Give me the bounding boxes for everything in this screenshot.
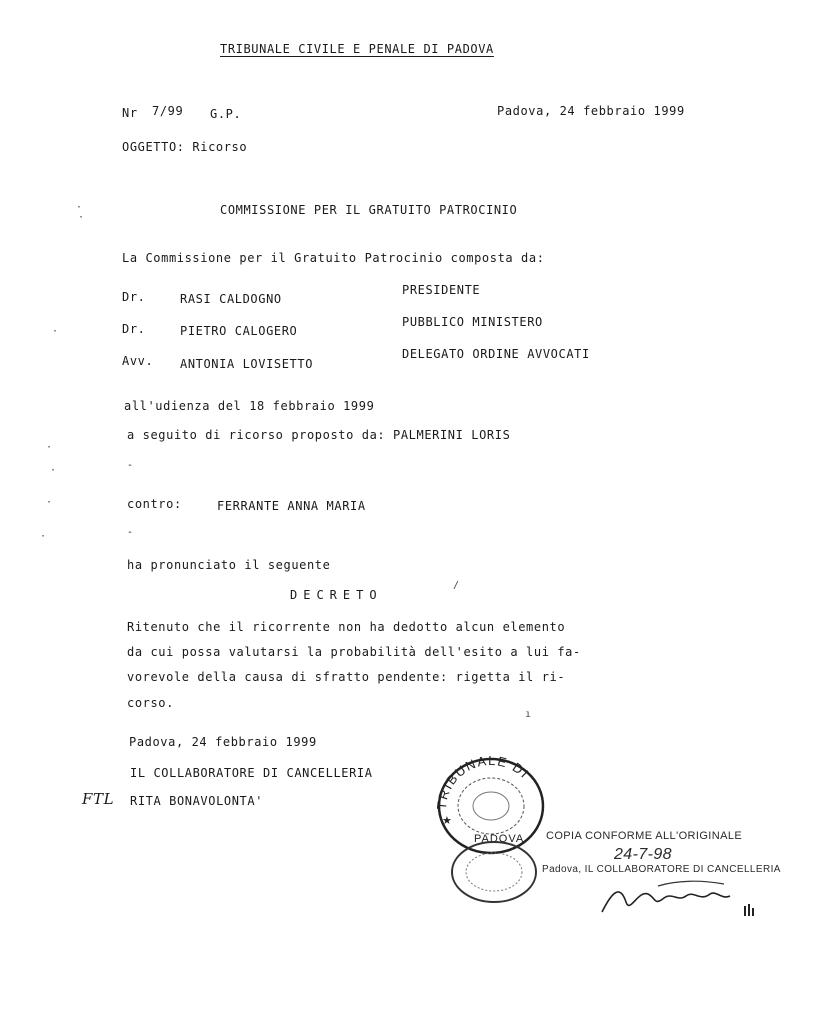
margin-mark: · (40, 531, 47, 542)
decree-line: vorevole della causa di sfratto pendente: rigetta il ri- (127, 670, 566, 684)
certified-date: 24-7-98 (614, 846, 672, 863)
pronounced-line: ha pronunciato il seguente (127, 558, 331, 572)
member-role: PRESIDENTE (402, 283, 481, 297)
margin-mark: · (76, 202, 83, 213)
margin-mark: · (50, 465, 57, 476)
margin-mark: · (78, 212, 85, 223)
member-title: Avv. (122, 354, 154, 368)
member-title: Dr. (122, 322, 146, 336)
decree-line: Ritenuto che il ricorrente non ha dedotto alcun elemento (127, 620, 566, 634)
subject-line: OGGETTO: Ricorso (122, 140, 248, 154)
against-label: contro: (127, 497, 182, 511)
member-name: ANTONIA LOVISETTO (180, 357, 314, 371)
intro-line: La Commissione per il Gratuito Patrocinio composta da: (122, 251, 545, 265)
against-name: FERRANTE ANNA MARIA (217, 499, 366, 513)
margin-mark: · (46, 497, 53, 508)
signatory-name: RITA BONAVOLONTA' (130, 794, 264, 808)
dash-mark: - (127, 527, 134, 538)
seal-text-bottom: PADOVA (474, 833, 525, 845)
court-header: TRIBUNALE CIVILE E PENALE DI PADOVA (220, 42, 494, 56)
hearing-line: all'udienza del 18 febbraio 1999 (124, 399, 375, 413)
member-role: DELEGATO ORDINE AVVOCATI (402, 347, 590, 361)
member-title: Dr. (122, 290, 146, 304)
member-role: PUBBLICO MINISTERO (402, 315, 543, 329)
stray-mark: ı (525, 709, 532, 720)
certified-copy-line: COPIA CONFORME ALL'ORIGINALE (546, 830, 743, 842)
stray-mark: / (453, 580, 460, 591)
member-name: RASI CALDOGNO (180, 292, 282, 306)
dash-mark: - (127, 460, 134, 471)
petition-line: a seguito di ricorso proposto da: PALMERINI LORIS (127, 428, 511, 442)
handwritten-signature (598, 872, 758, 922)
decree-line: da cui possa valutarsi la probabilità dell'esito a lui fa- (127, 645, 581, 659)
number-suffix: G.P. (210, 107, 242, 121)
margin-mark: · (52, 326, 59, 337)
certified-role: Padova, IL COLLABORATORE DI CANCELLERIA (542, 864, 781, 875)
decree-line: corso. (127, 696, 174, 710)
number-value: 7/99 (152, 104, 184, 118)
margin-mark: · (46, 442, 53, 453)
signatory-role: IL COLLABORATORE DI CANCELLERIA (130, 766, 373, 780)
round-stamp-lower (446, 836, 546, 906)
number-label: Nr (122, 106, 138, 120)
svg-text:★: ★ (442, 815, 452, 827)
decree-title: DECRETO (290, 588, 383, 602)
member-name: PIETRO CALOGERO (180, 324, 298, 338)
header-date: Padova, 24 febbraio 1999 (497, 104, 685, 118)
seal-text-top: TRIBUNALE DI (433, 752, 533, 811)
signatory-initials: FTL (82, 790, 115, 808)
commission-title: COMMISSIONE PER IL GRATUITO PATROCINIO (220, 203, 518, 217)
closing-date: Padova, 24 febbraio 1999 (129, 735, 317, 749)
